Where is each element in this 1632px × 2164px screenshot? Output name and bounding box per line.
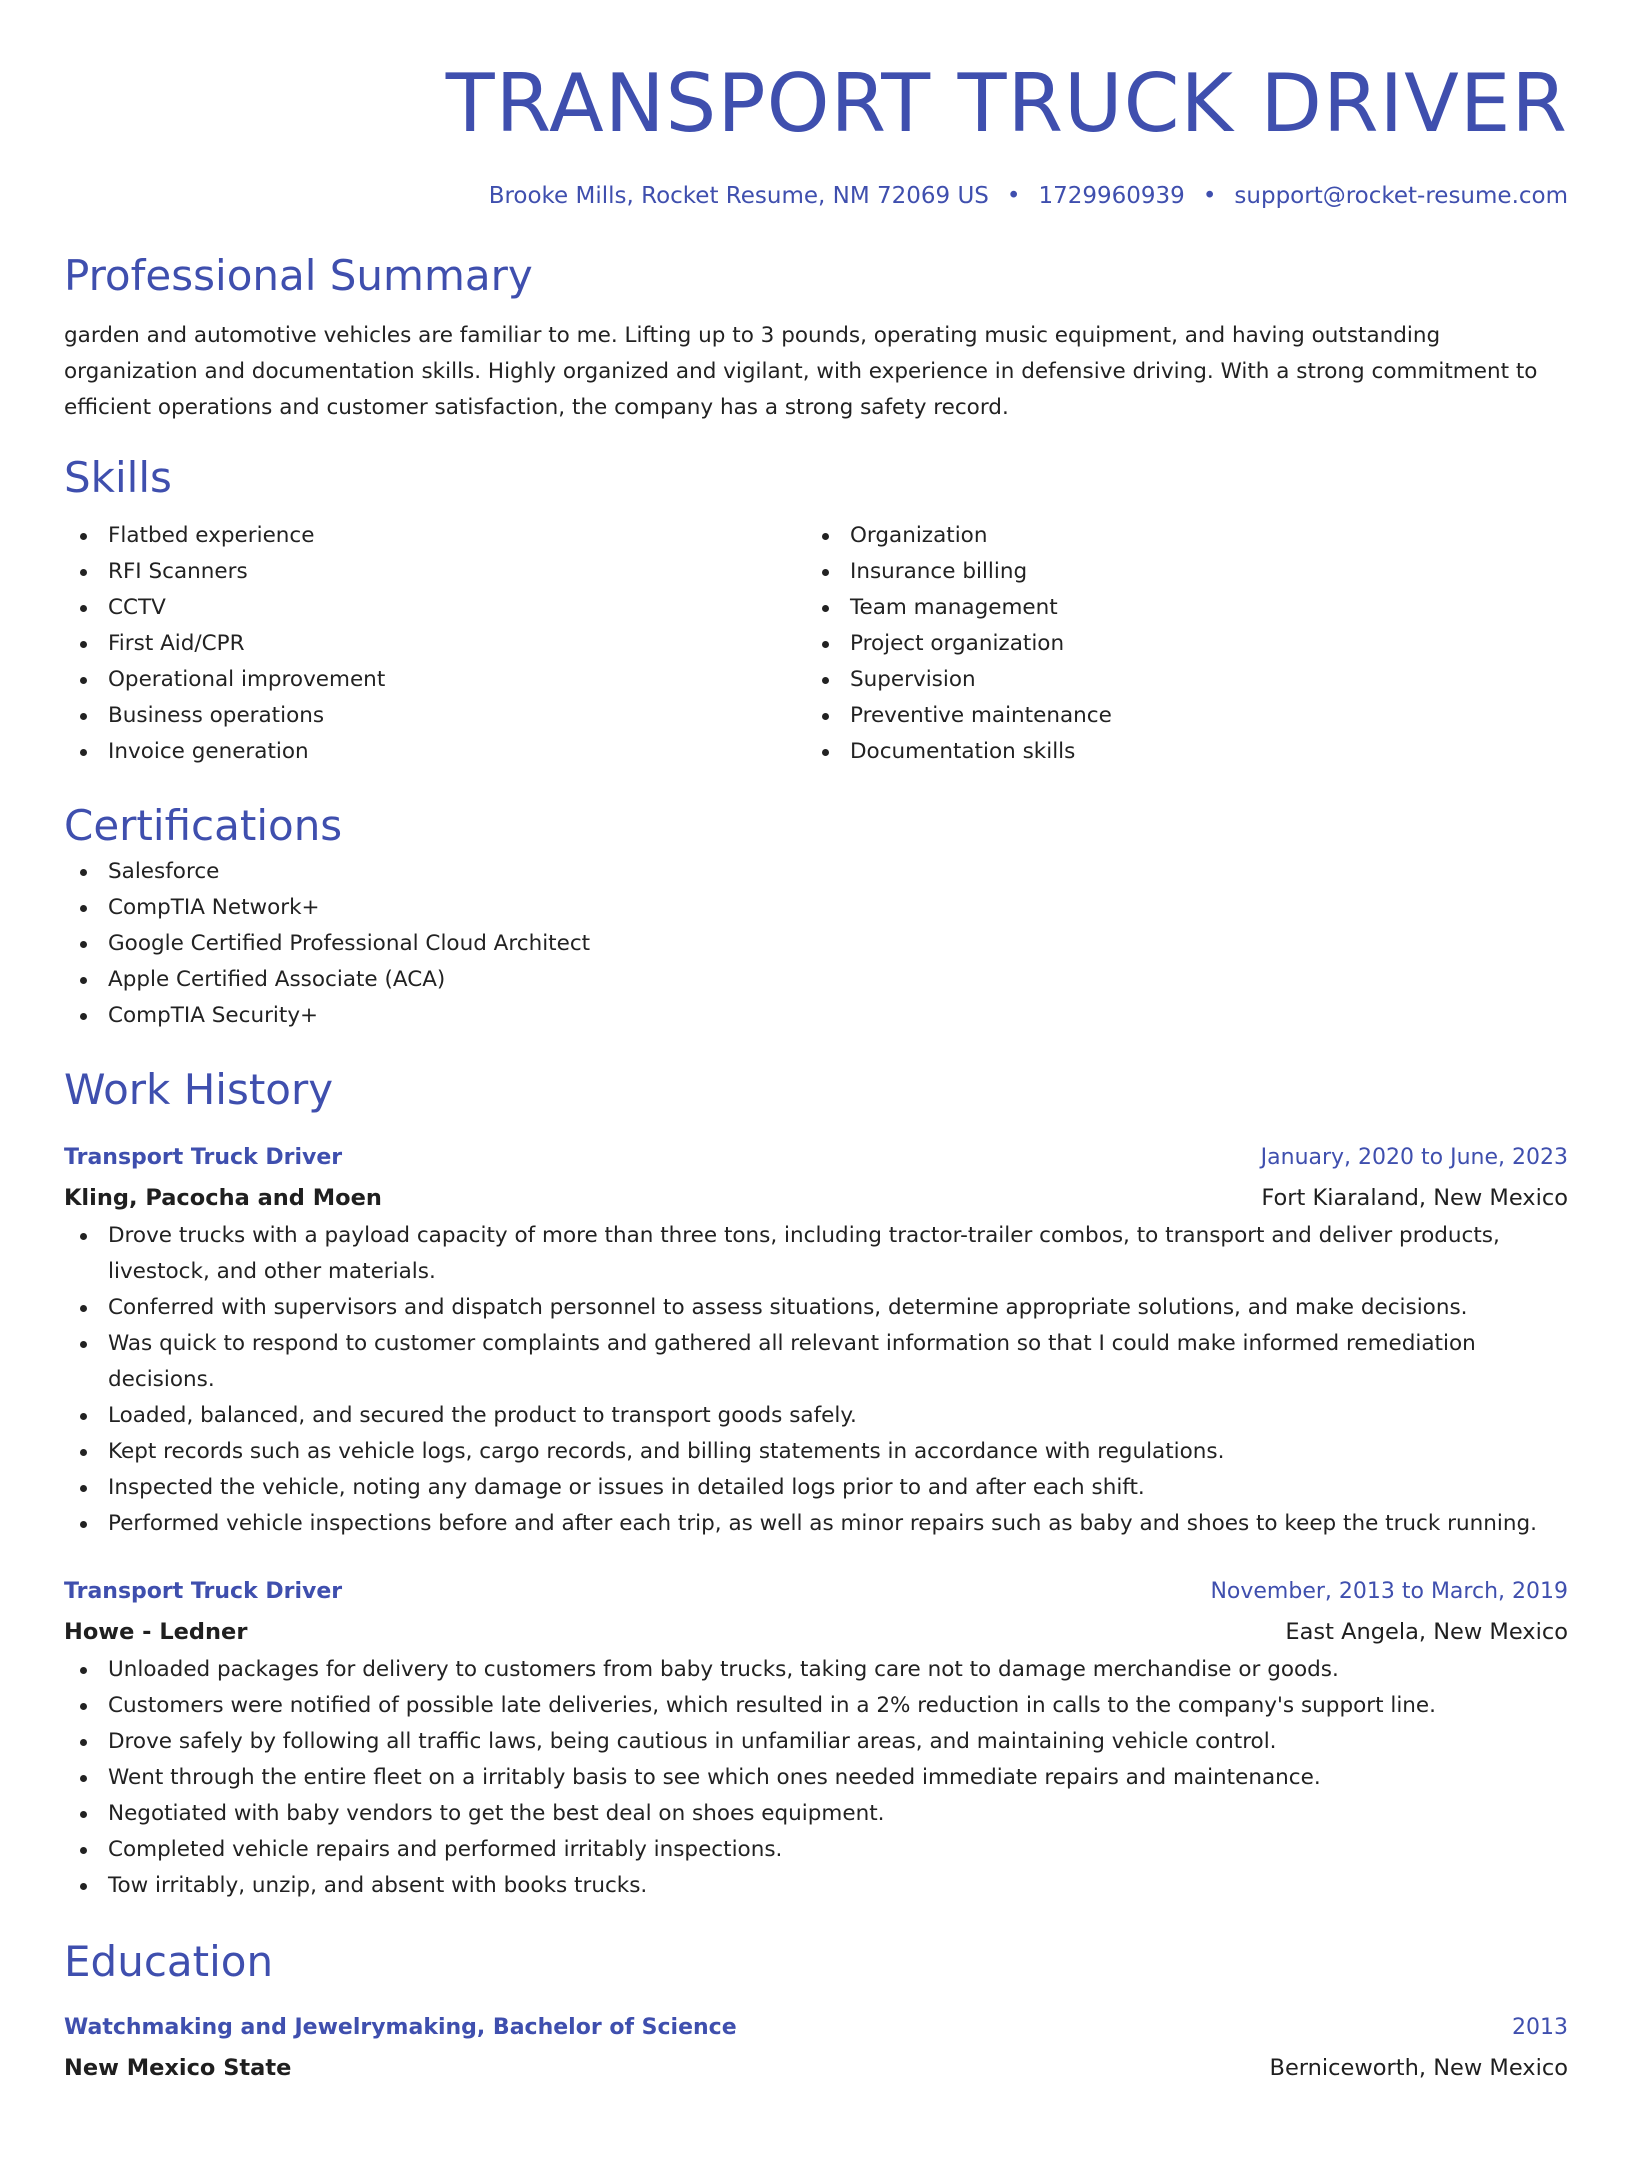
skill-item: Operational improvement (64, 662, 806, 698)
job-duty: Completed vehicle repairs and performed irritably inspections. (64, 1832, 1568, 1868)
skill-item: RFI Scanners (64, 554, 806, 590)
job-duty: Conferred with supervisors and dispatch personnel to assess situations, determine appropriate solutions, and make decisions. (64, 1290, 1568, 1326)
skill-item: Organization (806, 518, 1548, 554)
section-heading: Professional Summary (64, 251, 533, 300)
section-heading: Education (64, 1937, 274, 1986)
graduation-year: 2013 (1512, 2015, 1568, 2040)
school-name: New Mexico State (64, 2055, 292, 2081)
job-duty: Tow irritably, unzip, and absent with books trucks. (64, 1868, 1568, 1904)
job-duty: Drove safely by following all traffic laws, being cautious in unfamiliar areas, and maintaining vehicle control. (64, 1724, 1568, 1760)
job-duty: Went through the entire fleet on a irritably basis to see which ones needed immediate repairs and maintenance. (64, 1760, 1568, 1796)
job-duty: Drove trucks with a payload capacity of more than three tons, including tractor-trailer combos, to transport and deliver products, livestock, and other materials. (64, 1218, 1568, 1290)
contact-separator: • (1202, 183, 1217, 209)
job-dates: January, 2020 to June, 2023 (1260, 1145, 1568, 1170)
skills-column-left (64, 518, 806, 770)
skills-column-right (806, 518, 1548, 770)
job-location: Fort Kiaraland, New Mexico (1261, 1185, 1568, 1211)
section-heading: Skills (64, 453, 172, 502)
degree-title: Watchmaking and Jewelrymaking, Bachelor of Science (64, 2015, 737, 2040)
contact-separator: • (1006, 183, 1021, 209)
certification-item: CompTIA Security+ (64, 998, 1568, 1034)
job-entry (64, 1572, 1568, 1904)
certifications-list (64, 854, 1568, 1034)
job-duties (64, 1652, 1568, 1904)
skill-item: First Aid/CPR (64, 626, 806, 662)
job-duty: Inspected the vehicle, noting any damage or issues in detailed logs prior to and after each shift. (64, 1470, 1568, 1506)
professional-summary-section (64, 248, 1568, 426)
skill-item: Documentation skills (806, 734, 1548, 770)
job-duty: Unloaded packages for delivery to customers from baby trucks, taking care not to damage merchandise or goods. (64, 1652, 1568, 1688)
company-name: Kling, Pacocha and Moen (64, 1185, 382, 1211)
skill-item: Team management (806, 590, 1548, 626)
skill-item: Supervision (806, 662, 1548, 698)
school-location: Berniceworth, New Mexico (1269, 2055, 1568, 2081)
job-title: Transport Truck Driver (64, 1145, 343, 1170)
contact-address: Brooke Mills, Rocket Resume, NM 72069 US (488, 183, 989, 209)
resume-page (0, 52, 1632, 2164)
job-duty: Negotiated with baby vendors to get the best deal on shoes equipment. (64, 1796, 1568, 1832)
contact-line (64, 180, 1568, 212)
resume-title: TRANSPORT TRUCK DRIVER (445, 57, 1568, 150)
job-duties (64, 1218, 1568, 1542)
skill-item: Flatbed experience (64, 518, 806, 554)
job-duty: Kept records such as vehicle logs, cargo records, and billing statements in accordance with regulations. (64, 1434, 1568, 1470)
section-heading: Work History (64, 1065, 334, 1114)
job-location: East Angela, New Mexico (1285, 1619, 1568, 1645)
job-duty: Loaded, balanced, and secured the product to transport goods safely. (64, 1398, 1568, 1434)
skill-item: Project organization (806, 626, 1548, 662)
company-name: Howe - Ledner (64, 1619, 248, 1645)
job-duty: Was quick to respond to customer complaints and gathered all relevant information so that I could make informed remediation decisions. (64, 1326, 1568, 1398)
skill-item: Business operations (64, 698, 806, 734)
skills-section (64, 450, 1568, 770)
summary-text: garden and automotive vehicles are familiar to me. Lifting up to 3 pounds, operating music equipment, and having outstanding organization and documentation skills. Highly organized and vigilant, with experience in defensive driving. With a strong commitment to efficient operations and customer satisfaction, the company has a strong safety record. (64, 323, 1538, 420)
section-heading: Certifications (64, 801, 343, 850)
job-duty: Customers were notified of possible late deliveries, which resulted in a 2% reduction in calls to the company's support line. (64, 1688, 1568, 1724)
skill-item: Invoice generation (64, 734, 806, 770)
skill-item: CCTV (64, 590, 806, 626)
certification-item: Google Certified Professional Cloud Architect (64, 926, 1568, 962)
certification-item: Apple Certified Associate (ACA) (64, 962, 1568, 998)
work-history-section (64, 1062, 1568, 1904)
job-entry (64, 1138, 1568, 1542)
job-duty: Performed vehicle inspections before and after each trip, as well as minor repairs such as baby and shoes to keep the truck running. (64, 1506, 1568, 1542)
contact-phone: 1729960939 (1038, 183, 1185, 209)
certification-item: Salesforce (64, 854, 1568, 890)
education-section (64, 1934, 1568, 2088)
certifications-section (64, 798, 1568, 1034)
contact-email[interactable]: support@rocket-resume.com (1234, 183, 1568, 209)
skills-grid (64, 518, 1568, 770)
certification-item: CompTIA Network+ (64, 890, 1568, 926)
education-entry (64, 2008, 1568, 2088)
skill-item: Preventive maintenance (806, 698, 1548, 734)
skill-item: Insurance billing (806, 554, 1548, 590)
job-dates: November, 2013 to March, 2019 (1210, 1579, 1568, 1604)
job-title: Transport Truck Driver (64, 1579, 343, 1604)
